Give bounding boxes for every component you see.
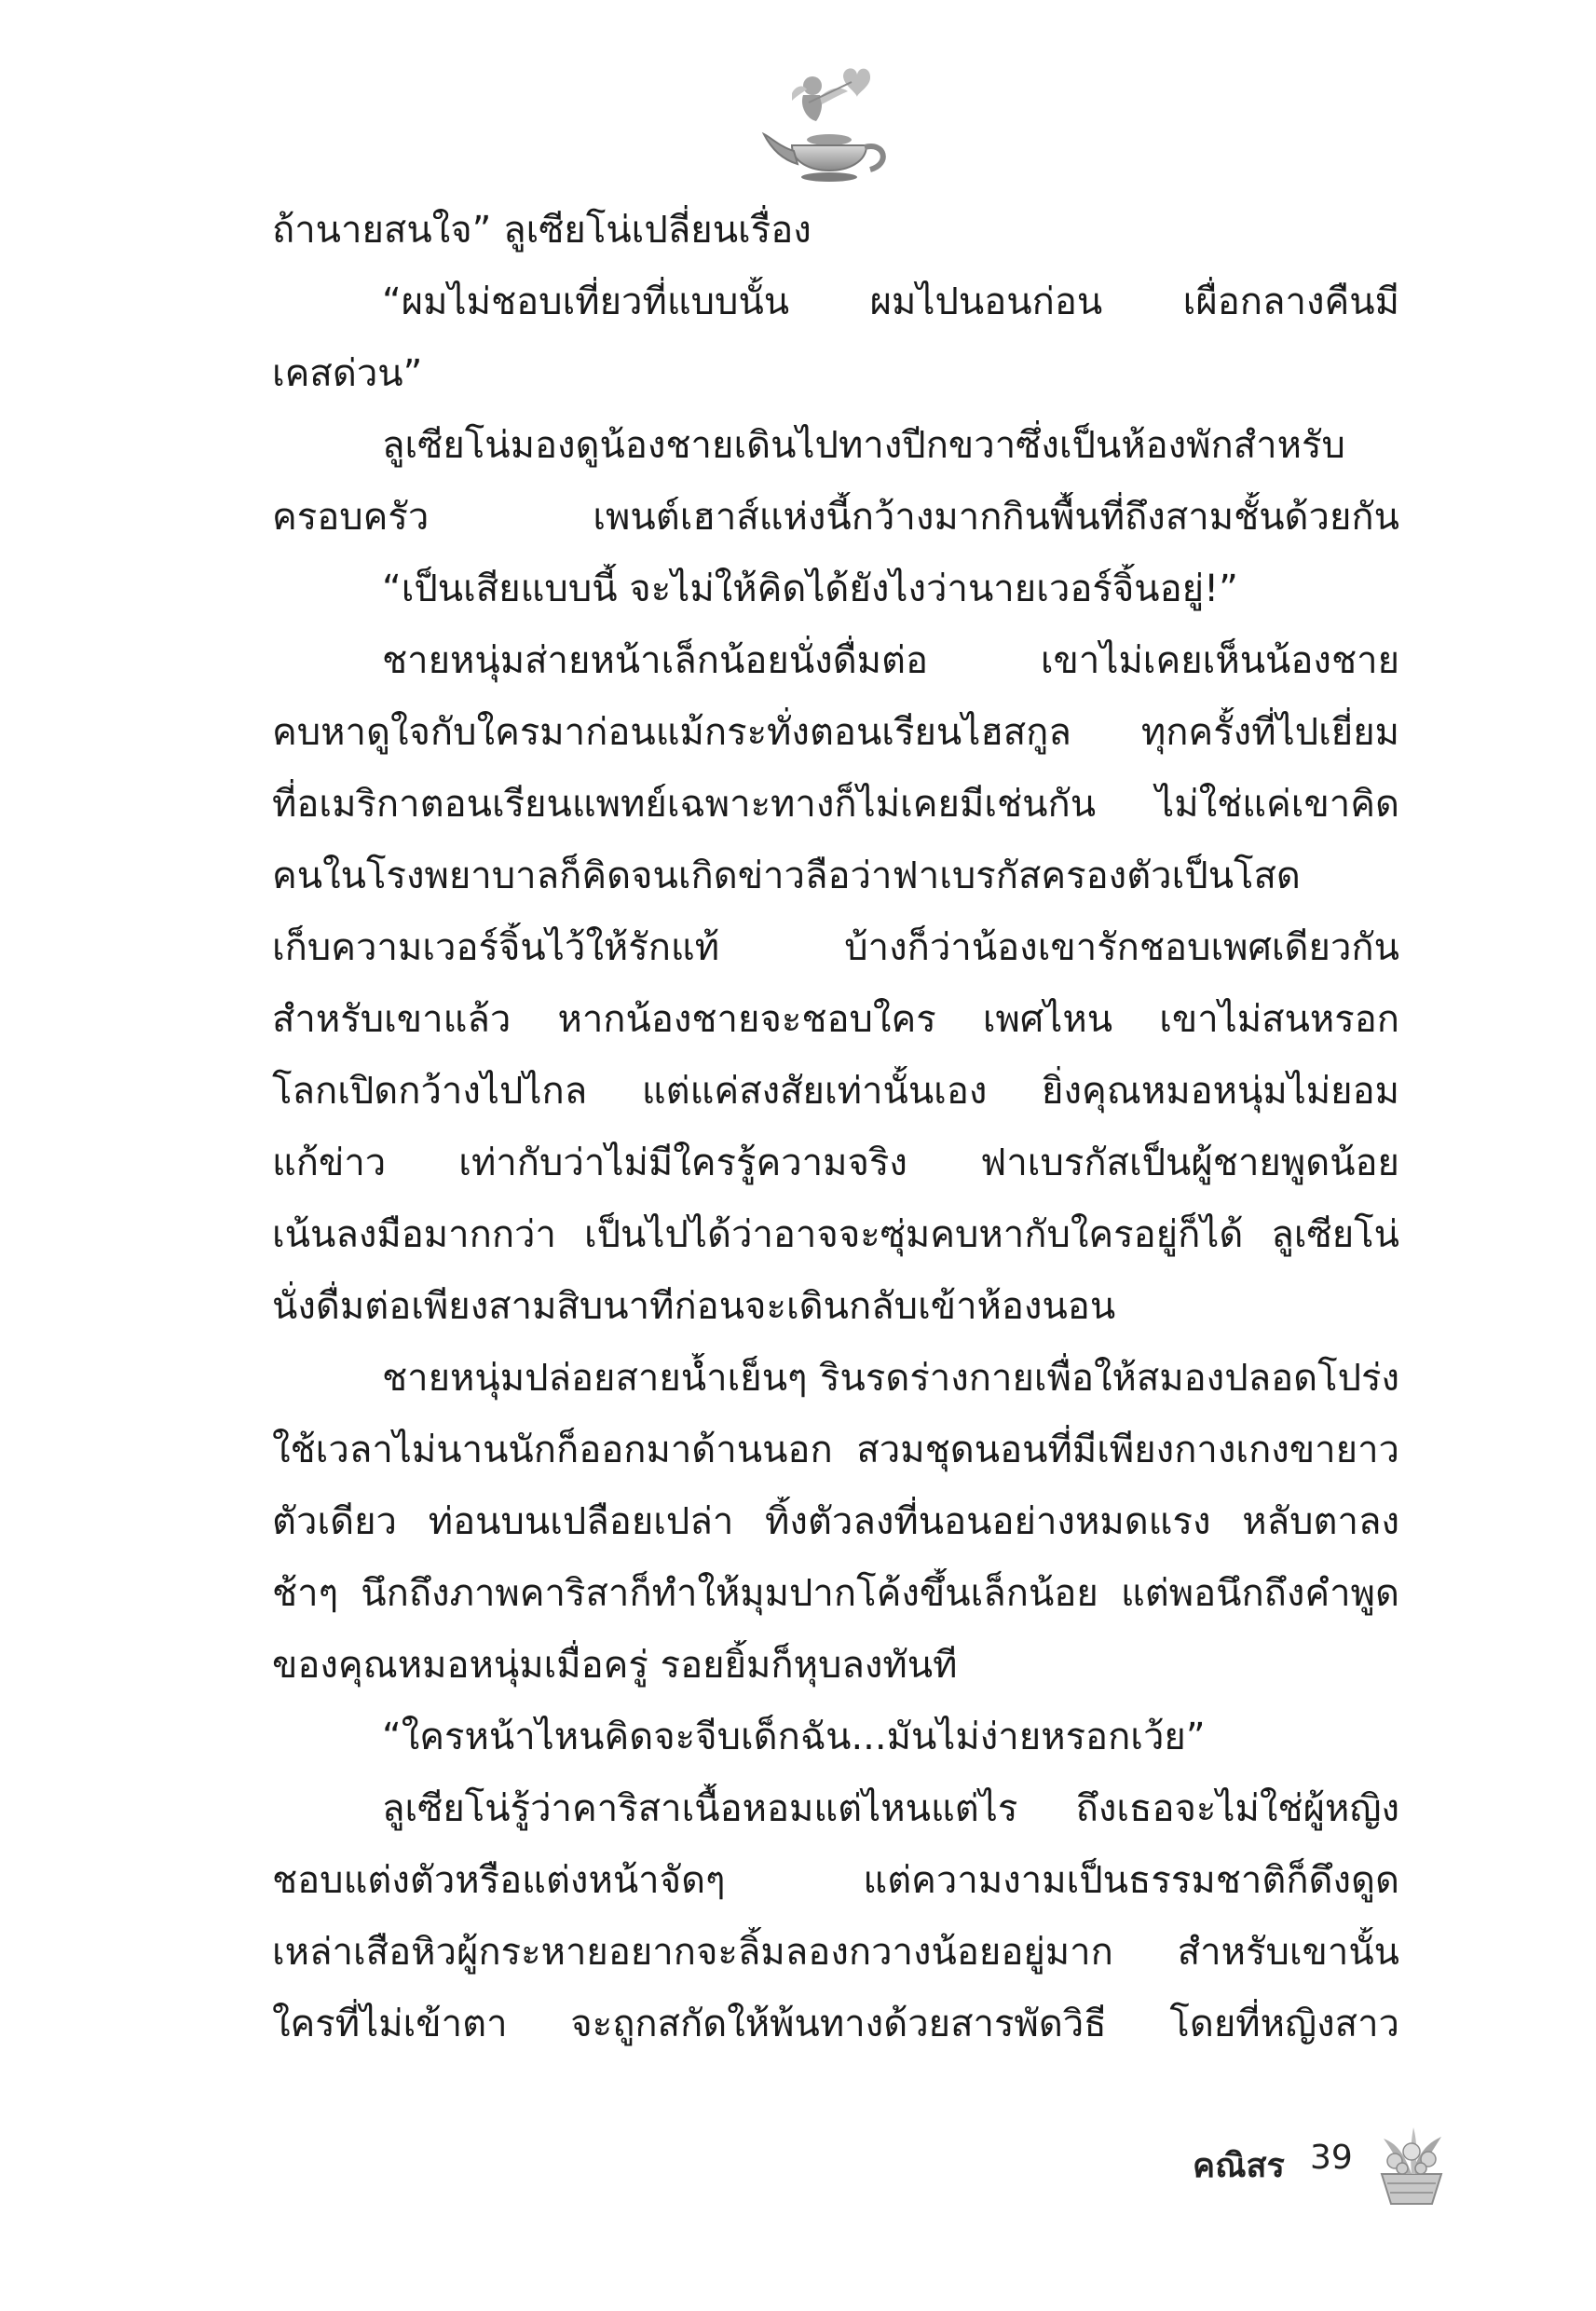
text-line: “เป็นเสียแบบนี้ จะไม่ให้คิดได้ยังไงว่านายเวอร์จิ้นอยู่!” (382, 567, 1238, 610)
text-line: เคสด่วน” (272, 352, 423, 395)
text-line: เก็บความเวอร์จิ้นไว้ให้รักแท้ บ้างก็ว่าน้องเขารักชอบเพศเดียวกัน (272, 926, 1399, 969)
text-line: คบหาดูใจกับใครมาก่อนแม้กระทั่งตอนเรียนไฮสกูล ทุกครั้งที่ไปเยี่ยม (272, 711, 1399, 754)
text-line: “ใครหน้าไหนคิดจะจีบเด็กฉัน...มันไม่ง่ายหรอกเว้ย” (382, 1716, 1206, 1758)
page-footer (1155, 2120, 1453, 2222)
text-line: ลูเซียโน่มองดูน้องชายเดินไปทางปีกขวาซึ่งเป็นห้องพักสำหรับ (382, 424, 1345, 467)
text-line: “ผมไม่ชอบเที่ยวที่แบบนั้น ผมไปนอนก่อน เผื่อกลางคืนมี (382, 280, 1399, 323)
text-line: โลกเปิดกว้างไปไกล แต่แค่สงสัยเท่านั้นเอง ยิ่งคุณหมอหนุ่มไม่ยอม (272, 1070, 1399, 1113)
text-line: ตัวเดียว ท่อนบนเปลือยเปล่า ทิ้งตัวลงที่นอนอย่างหมดแรง หลับตาลง (272, 1500, 1399, 1543)
text-line: ชายหนุ่มส่ายหน้าเล็กน้อยนั่งดื่มต่อ เขาไม่เคยเห็นน้องชาย (382, 639, 1399, 682)
text-line: ลูเซียโน่รู้ว่าคาริสาเนื้อหอมแต่ไหนแต่ไร ถึงเธอจะไม่ใช่ผู้หญิง (382, 1787, 1399, 1830)
text-line: ที่อเมริกาตอนเรียนแพทย์เฉพาะทางก็ไม่เคยมีเช่นกัน ไม่ใช่แค่เขาคิด (272, 783, 1399, 826)
book-title: คณิสร (1193, 2147, 1285, 2185)
text-line: ถ้านายสนใจ” ลูเซียโน่เปลี่ยนเรื่อง (272, 209, 812, 252)
text-line: สำหรับเขาแล้ว หากน้องชายจะชอบใคร เพศไหน เขาไม่สนหรอก (272, 998, 1399, 1041)
text-line: ชายหนุ่มปล่อยสายน้ำเย็นๆ รินรดร่างกายเพื่อให้สมองปลอดโปร่ง (382, 1357, 1399, 1400)
text-line: ชอบแต่งตัวหรือแต่งหน้าจัดๆ แต่ความงามเป็นธรรมชาติก็ดึงดูด (272, 1859, 1399, 1902)
page-number: 39 (1310, 2139, 1353, 2177)
text-line: คนในโรงพยาบาลก็คิดจนเกิดข่าวลือว่าฟาเบรกัสครองตัวเป็นโสด (272, 855, 1301, 897)
text-line: นั่งดื่มต่อเพียงสามสิบนาทีก่อนจะเดินกลับเข้าห้องนอน (272, 1285, 1116, 1328)
text-line: เหล่าเสือหิวผู้กระหายอยากจะลิ้มลองกวางน้อยอยู่มาก สำหรับเขานั้น (272, 1931, 1399, 1974)
body-text (272, 205, 1399, 2071)
text-line: ครอบครัว เพนต์เฮาส์แห่งนี้กว้างมากกินพื้นที่ถึงสามชั้นด้วยกัน (272, 496, 1399, 539)
text-line: เน้นลงมือมากกว่า เป็นไปได้ว่าอาจจะซุ่มคบหากับใครอยู่ก็ได้ ลูเซียโน่ (272, 1213, 1399, 1256)
text-line: แก้ข่าว เท่ากับว่าไม่มีใครรู้ความจริง ฟาเบรกัสเป็นผู้ชายพูดน้อย (272, 1142, 1399, 1184)
text-line: ของคุณหมอหนุ่มเมื่อครู่ รอยยิ้มก็หุบลงทันที (272, 1644, 958, 1687)
teapot-cupid-ornament-icon (755, 48, 904, 198)
flower-basket-ornament-icon (1365, 2120, 1458, 2213)
text-line: ช้าๆ นึกถึงภาพคาริสาก็ทำให้มุมปากโค้งขึ้นเล็กน้อย แต่พอนึกถึงคำพูด (272, 1572, 1399, 1615)
text-line: ใช้เวลาไม่นานนักก็ออกมาด้านนอก สวมชุดนอนที่มีเพียงกางเกงขายาว (272, 1429, 1399, 1471)
text-line: ใครที่ไม่เข้าตา จะถูกสกัดให้พ้นทางด้วยสารพัดวิธี โดยที่หญิงสาว (272, 2003, 1399, 2045)
